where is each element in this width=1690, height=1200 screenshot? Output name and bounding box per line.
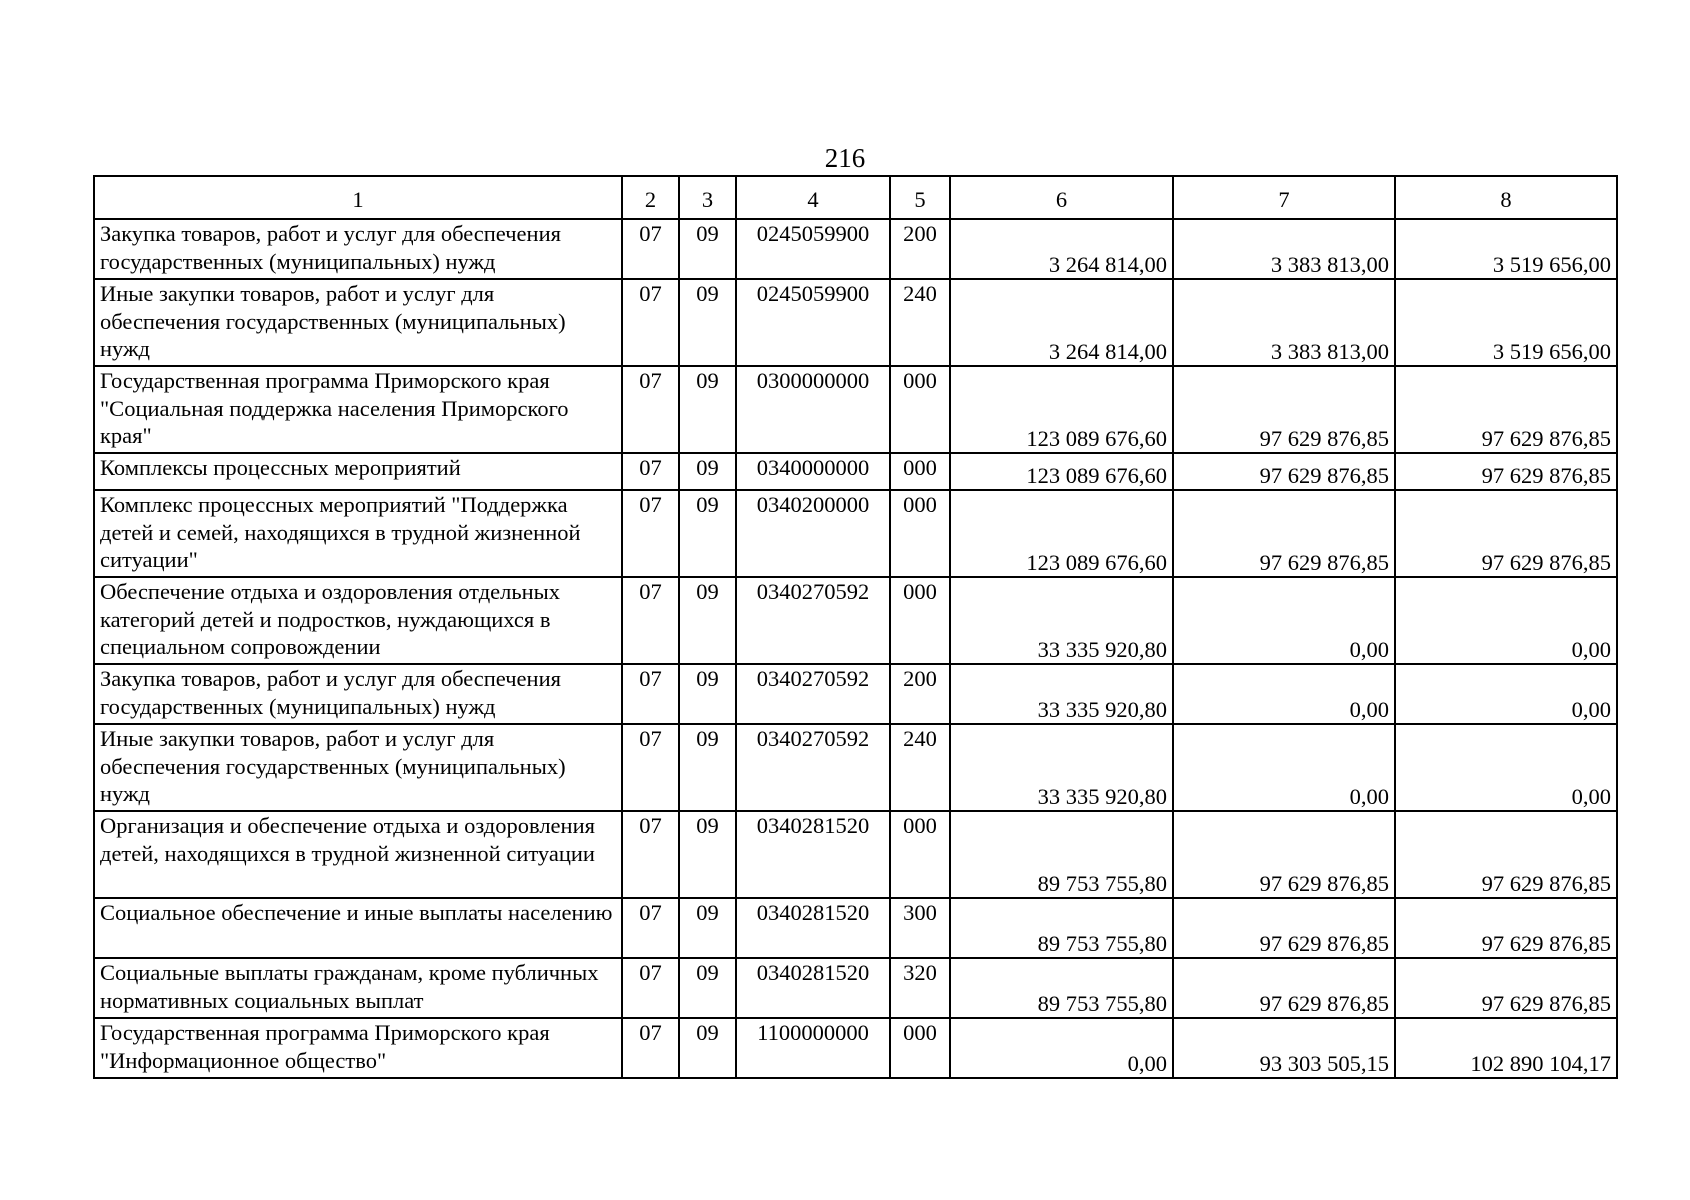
row-amount-6: 123 089 676,60	[950, 453, 1173, 490]
row-amount-7: 0,00	[1173, 664, 1395, 724]
row-expense-type: 320	[890, 958, 950, 1018]
row-target-article: 0340000000	[736, 453, 890, 490]
table-row	[94, 366, 1617, 453]
row-amount-6: 123 089 676,60	[950, 366, 1173, 453]
row-subsection-code: 09	[679, 490, 736, 577]
row-section-code: 07	[622, 279, 679, 366]
row-amount-6: 89 753 755,80	[950, 811, 1173, 898]
row-amount-8: 0,00	[1395, 724, 1617, 811]
header-col-6: 6	[950, 176, 1173, 219]
table-row	[94, 811, 1617, 898]
table-row	[94, 958, 1617, 1018]
row-amount-7: 97 629 876,85	[1173, 811, 1395, 898]
header-col-8: 8	[1395, 176, 1617, 219]
row-expense-type: 240	[890, 724, 950, 811]
row-amount-7: 93 303 505,15	[1173, 1018, 1395, 1078]
row-expense-type: 200	[890, 664, 950, 724]
row-section-code: 07	[622, 453, 679, 490]
row-subsection-code: 09	[679, 958, 736, 1018]
row-amount-7: 97 629 876,85	[1173, 366, 1395, 453]
row-amount-6: 3 264 814,00	[950, 279, 1173, 366]
table-row	[94, 219, 1617, 279]
row-section-code: 07	[622, 219, 679, 279]
row-subsection-code: 09	[679, 898, 736, 958]
row-amount-8: 3 519 656,00	[1395, 279, 1617, 366]
row-name: Комплексы процессных мероприятий	[94, 453, 622, 490]
row-expense-type: 000	[890, 366, 950, 453]
header-col-5: 5	[890, 176, 950, 219]
header-col-3: 3	[679, 176, 736, 219]
row-expense-type: 300	[890, 898, 950, 958]
row-target-article: 0245059900	[736, 279, 890, 366]
row-target-article: 0340270592	[736, 724, 890, 811]
row-amount-8: 97 629 876,85	[1395, 811, 1617, 898]
row-section-code: 07	[622, 490, 679, 577]
row-amount-6: 33 335 920,80	[950, 664, 1173, 724]
row-section-code: 07	[622, 577, 679, 664]
row-name: Государственная программа Приморского края "Социальная поддержка населения Приморского края"	[94, 366, 622, 453]
row-amount-7: 3 383 813,00	[1173, 279, 1395, 366]
row-expense-type: 000	[890, 1018, 950, 1078]
row-name: Государственная программа Приморского края "Информационное общество"	[94, 1018, 622, 1078]
row-name: Закупка товаров, работ и услуг для обеспечения государственных (муниципальных) нужд	[94, 664, 622, 724]
row-amount-7: 0,00	[1173, 724, 1395, 811]
budget-table	[93, 175, 1618, 1079]
row-subsection-code: 09	[679, 577, 736, 664]
row-name: Закупка товаров, работ и услуг для обеспечения государственных (муниципальных) нужд	[94, 219, 622, 279]
row-target-article: 1100000000	[736, 1018, 890, 1078]
row-expense-type: 000	[890, 577, 950, 664]
row-target-article: 0300000000	[736, 366, 890, 453]
row-amount-8: 97 629 876,85	[1395, 366, 1617, 453]
page-number: 216	[824, 143, 866, 173]
table-row	[94, 279, 1617, 366]
table-row	[94, 1018, 1617, 1078]
table-row	[94, 664, 1617, 724]
row-amount-8: 102 890 104,17	[1395, 1018, 1617, 1078]
row-target-article: 0340281520	[736, 898, 890, 958]
row-section-code: 07	[622, 664, 679, 724]
row-amount-8: 97 629 876,85	[1395, 490, 1617, 577]
row-name: Социальное обеспечение и иные выплаты населению	[94, 898, 622, 958]
row-subsection-code: 09	[679, 219, 736, 279]
table-row	[94, 577, 1617, 664]
row-amount-8: 0,00	[1395, 664, 1617, 724]
row-subsection-code: 09	[679, 366, 736, 453]
row-subsection-code: 09	[679, 724, 736, 811]
row-subsection-code: 09	[679, 664, 736, 724]
row-name: Обеспечение отдыха и оздоровления отдельных категорий детей и подростков, нуждающихся в специальном сопровождении	[94, 577, 622, 664]
row-target-article: 0340200000	[736, 490, 890, 577]
row-subsection-code: 09	[679, 453, 736, 490]
row-expense-type: 000	[890, 453, 950, 490]
row-amount-8: 0,00	[1395, 577, 1617, 664]
row-target-article: 0340270592	[736, 664, 890, 724]
row-amount-6: 33 335 920,80	[950, 724, 1173, 811]
table-row	[94, 453, 1617, 490]
header-col-7: 7	[1173, 176, 1395, 219]
row-subsection-code: 09	[679, 279, 736, 366]
row-section-code: 07	[622, 811, 679, 898]
table-row	[94, 898, 1617, 958]
row-name: Иные закупки товаров, работ и услуг для обеспечения государственных (муниципальных) нужд	[94, 279, 622, 366]
row-amount-8: 97 629 876,85	[1395, 958, 1617, 1018]
row-amount-6: 0,00	[950, 1018, 1173, 1078]
row-expense-type: 000	[890, 490, 950, 577]
row-section-code: 07	[622, 898, 679, 958]
header-col-4: 4	[736, 176, 890, 219]
row-amount-7: 0,00	[1173, 577, 1395, 664]
row-name: Комплекс процессных мероприятий "Поддержка детей и семей, находящихся в трудной жизненной ситуации"	[94, 490, 622, 577]
row-name: Социальные выплаты гражданам, кроме публичных нормативных социальных выплат	[94, 958, 622, 1018]
row-amount-7: 97 629 876,85	[1173, 898, 1395, 958]
table-row	[94, 490, 1617, 577]
row-target-article: 0340281520	[736, 958, 890, 1018]
table-header	[94, 176, 1617, 219]
row-amount-7: 97 629 876,85	[1173, 453, 1395, 490]
row-target-article: 0340281520	[736, 811, 890, 898]
row-amount-7: 97 629 876,85	[1173, 490, 1395, 577]
row-amount-8: 97 629 876,85	[1395, 453, 1617, 490]
row-target-article: 0245059900	[736, 219, 890, 279]
row-section-code: 07	[622, 1018, 679, 1078]
header-row	[94, 176, 1617, 219]
header-col-1: 1	[94, 176, 622, 219]
row-name: Организация и обеспечение отдыха и оздоровления детей, находящихся в трудной жизненной ситуации	[94, 811, 622, 898]
row-section-code: 07	[622, 958, 679, 1018]
row-amount-7: 97 629 876,85	[1173, 958, 1395, 1018]
table-body	[94, 219, 1617, 1078]
row-amount-8: 97 629 876,85	[1395, 898, 1617, 958]
row-name: Иные закупки товаров, работ и услуг для обеспечения государственных (муниципальных) нужд	[94, 724, 622, 811]
table-row	[94, 724, 1617, 811]
row-amount-6: 3 264 814,00	[950, 219, 1173, 279]
row-amount-6: 33 335 920,80	[950, 577, 1173, 664]
row-subsection-code: 09	[679, 1018, 736, 1078]
row-section-code: 07	[622, 724, 679, 811]
row-amount-6: 123 089 676,60	[950, 490, 1173, 577]
row-amount-8: 3 519 656,00	[1395, 219, 1617, 279]
row-expense-type: 200	[890, 219, 950, 279]
row-subsection-code: 09	[679, 811, 736, 898]
row-amount-6: 89 753 755,80	[950, 898, 1173, 958]
row-expense-type: 000	[890, 811, 950, 898]
header-col-2: 2	[622, 176, 679, 219]
row-amount-7: 3 383 813,00	[1173, 219, 1395, 279]
row-amount-6: 89 753 755,80	[950, 958, 1173, 1018]
row-expense-type: 240	[890, 279, 950, 366]
row-section-code: 07	[622, 366, 679, 453]
row-target-article: 0340270592	[736, 577, 890, 664]
